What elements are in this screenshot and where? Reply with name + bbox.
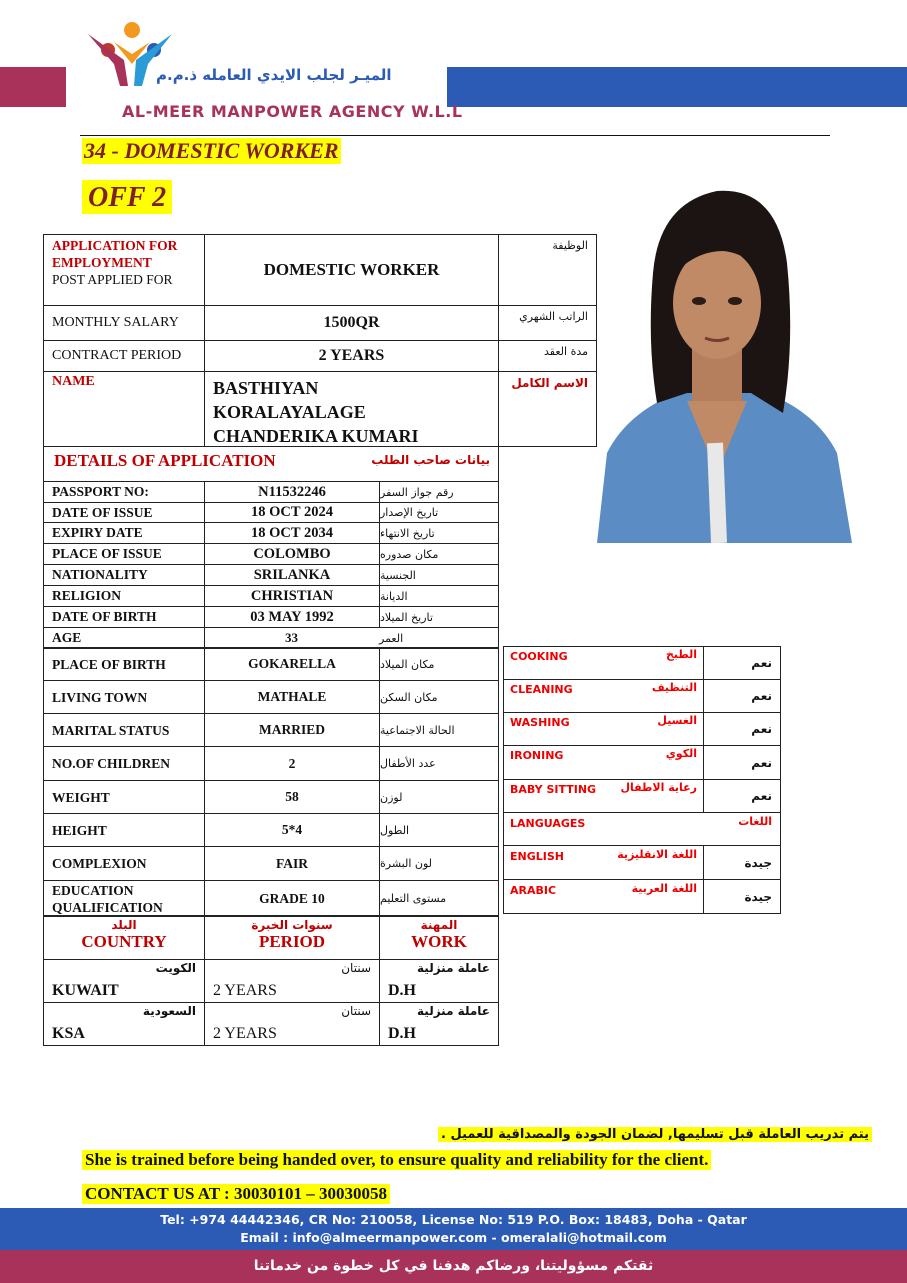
detail-arabic: تاريخ الإصدار — [379, 502, 499, 523]
detail-label: AGE — [43, 627, 205, 649]
detail-value: GRADE 10 — [204, 880, 380, 917]
skill-row — [503, 745, 704, 780]
detail-label: PLACE OF ISSUE — [43, 543, 205, 565]
contract-arabic: مدة العقد — [498, 340, 597, 372]
skill-name-arabic: الطبخ — [665, 648, 697, 661]
skill-name: IRONING — [510, 749, 564, 762]
name-label: NAME — [43, 371, 205, 447]
skill-name: COOKING — [510, 650, 568, 663]
detail-arabic: لوزن — [379, 780, 499, 814]
skill-status: نعم — [703, 712, 781, 746]
name-line-2: KORALAYALAGE — [213, 402, 366, 422]
post-label: POST APPLIED FOR — [52, 272, 173, 287]
training-note: She is trained before being handed over, to ensure quality and reliability for the client. — [82, 1150, 711, 1170]
detail-label: PLACE OF BIRTH — [43, 647, 205, 681]
footer-info — [0, 1208, 907, 1250]
exp-work: D.H — [388, 1025, 416, 1042]
detail-value: 2 — [204, 746, 380, 781]
exp-period-label: PERIOD — [258, 932, 326, 951]
detail-label: PASSPORT NO: — [43, 481, 205, 503]
language-name-arabic: اللغة العربية — [631, 882, 697, 895]
skill-status: نعم — [703, 646, 781, 680]
detail-label: HEIGHT — [43, 813, 205, 847]
detail-value: COLOMBO — [204, 543, 380, 565]
exp-country-arabic: الكويت — [155, 961, 196, 975]
name-line-3: CHANDERIKA KUMARI — [213, 426, 419, 446]
detail-arabic: مستوى التعليم — [379, 880, 499, 917]
detail-label: WEIGHT — [43, 780, 205, 814]
skill-status: نعم — [703, 745, 781, 780]
post-arabic: الوظيفة — [498, 234, 597, 306]
details-title-cell — [43, 446, 499, 481]
detail-label: NATIONALITY — [43, 564, 205, 586]
name-line-1: BASTHIYAN — [213, 378, 319, 398]
detail-value: 18 OCT 2034 — [204, 522, 380, 544]
detail-arabic: تاريخ الميلاد — [379, 606, 499, 628]
exp-work-header — [379, 915, 499, 960]
skill-name: BABY SITTING — [510, 783, 597, 796]
detail-value: N11532246 — [204, 481, 380, 503]
detail-arabic: عدد الأطفال — [379, 746, 499, 781]
application-label-cell — [43, 234, 205, 306]
skill-name: CLEANING — [510, 683, 573, 696]
language-row — [503, 879, 704, 914]
name-arabic: الاسم الكامل — [498, 371, 597, 447]
language-name-arabic: اللغة الانقليزية — [617, 848, 697, 861]
exp-country-arabic: البلد — [111, 918, 137, 932]
detail-label: EDUCATION QUALIFICATION — [43, 880, 205, 917]
language-name: ARABIC — [510, 884, 557, 897]
detail-value: CHRISTIAN — [204, 585, 380, 607]
detail-label: LIVING TOWN — [43, 680, 205, 714]
detail-arabic: الطول — [379, 813, 499, 847]
exp-work-label: WORK — [411, 932, 467, 951]
detail-label: COMPLEXION — [43, 846, 205, 881]
detail-label: DATE OF BIRTH — [43, 606, 205, 628]
detail-value: 5*4 — [204, 813, 380, 847]
application-label: APPLICATION FOR EMPLOYMENT — [52, 238, 178, 270]
detail-label: RELIGION — [43, 585, 205, 607]
skill-name-arabic: رعاية الاطفال — [620, 781, 697, 794]
exp-period-arabic: سنتان — [341, 961, 371, 975]
skill-status: نعم — [703, 679, 781, 713]
detail-arabic: العمر — [379, 631, 404, 645]
post-value: DOMESTIC WORKER — [204, 234, 499, 306]
detail-arabic: الجنسية — [379, 564, 499, 586]
detail-value: GOKARELLA — [204, 647, 380, 681]
detail-value: 58 — [204, 780, 380, 814]
exp-period-cell — [204, 959, 380, 1003]
reference-title: 34 - DOMESTIC WORKER — [84, 138, 339, 163]
detail-arabic: لون البشرة — [379, 846, 499, 881]
details-title: DETAILS OF APPLICATION — [54, 451, 276, 470]
logo-english-name: AL-MEER MANPOWER AGENCY W.L.L — [122, 102, 463, 121]
exp-work-arabic: عاملة منزلية — [417, 961, 490, 975]
detail-label: DATE OF ISSUE — [43, 502, 205, 523]
language-level: جيدة — [703, 879, 781, 914]
skill-name-arabic: الغسيل — [657, 714, 697, 727]
footer-slogan: ثقتكم مسؤوليتنا، ورضاكم هدفنا في كل خطوة من خدماتنا — [0, 1250, 907, 1283]
detail-value: 33 — [204, 627, 499, 649]
detail-label: MARITAL STATUS — [43, 713, 205, 747]
exp-country-label: COUNTRY — [81, 932, 167, 951]
exp-country-cell — [43, 959, 205, 1003]
exp-period: 2 YEARS — [213, 982, 277, 999]
detail-value: 18 OCT 2024 — [204, 502, 380, 523]
exp-work-cell — [379, 959, 499, 1003]
detail-label: NO.OF CHILDREN — [43, 746, 205, 781]
header-bar-left — [0, 67, 66, 107]
skill-row — [503, 679, 704, 713]
skill-row — [503, 712, 704, 746]
exp-period-cell — [204, 1002, 380, 1046]
exp-country: KUWAIT — [52, 982, 119, 999]
skill-status: نعم — [703, 779, 781, 813]
exp-period: 2 YEARS — [213, 1025, 277, 1042]
detail-arabic: مكان السكن — [379, 680, 499, 714]
footer-line-1: Tel: +974 44442346, CR No: 210058, License No: 519 P.O. Box: 18483, Doha - Qatar — [160, 1212, 747, 1227]
skill-row — [503, 779, 704, 813]
detail-arabic: مكان الميلاد — [379, 647, 499, 681]
exp-country-arabic: السعودية — [142, 1004, 196, 1018]
languages-title-arabic: اللغات — [738, 815, 772, 828]
skill-name-arabic: التنظيف — [651, 681, 697, 694]
detail-arabic: تاريخ الانتهاء — [379, 522, 499, 544]
salary-label: MONTHLY SALARY — [43, 305, 205, 341]
detail-value: MARRIED — [204, 713, 380, 747]
exp-work-arabic: المهنة — [420, 918, 458, 932]
logo-arabic-name: الميـر لجلب الايدي العامله ذ.م.م — [156, 66, 392, 84]
exp-country-header — [43, 915, 205, 960]
detail-value: 03 MAY 1992 — [204, 606, 380, 628]
exp-country-cell — [43, 1002, 205, 1046]
exp-country: KSA — [52, 1025, 85, 1042]
header-bar-right — [447, 67, 907, 107]
exp-period-arabic: سنتان — [341, 1004, 371, 1018]
languages-title: LANGUAGES — [510, 817, 586, 830]
language-row — [503, 845, 704, 880]
detail-arabic: رقم جواز السفر — [379, 481, 499, 503]
detail-value: MATHALE — [204, 680, 380, 714]
contract-label: CONTRACT PERIOD — [43, 340, 205, 372]
details-title-arabic: بيانات صاحب الطلب — [371, 453, 490, 467]
name-value — [204, 371, 499, 447]
language-name: ENGLISH — [510, 850, 564, 863]
divider — [80, 135, 830, 136]
languages-title-row — [503, 812, 781, 846]
contract-value: 2 YEARS — [204, 340, 499, 372]
skill-row — [503, 646, 704, 680]
exp-period-arabic: سنوات الخبرة — [251, 918, 333, 932]
salary-value: 1500QR — [204, 305, 499, 341]
exp-work: D.H — [388, 982, 416, 999]
detail-label: EXPIRY DATE — [43, 522, 205, 544]
exp-period-header — [204, 915, 380, 960]
language-level: جيدة — [703, 845, 781, 880]
training-note-arabic: يتم تدريب العاملة قبل تسليمها, لضمان الجودة والمصداقية للعميل . — [438, 1127, 872, 1142]
detail-arabic: مكان صدوره — [379, 543, 499, 565]
salary-arabic: الراتب الشهري — [498, 305, 597, 341]
footer-line-2: Email : info@almeermanpower.com - omeralali@hotmail.com — [240, 1230, 667, 1245]
badge: OFF 2 — [82, 180, 172, 214]
exp-work-cell — [379, 1002, 499, 1046]
detail-arabic: الديانة — [379, 585, 499, 607]
detail-value: SRILANKA — [204, 564, 380, 586]
skill-name-arabic: الكوي — [665, 747, 697, 760]
contact-line: CONTACT US AT : 30030101 – 30030058 — [82, 1184, 390, 1204]
detail-value: FAIR — [204, 846, 380, 881]
detail-arabic: الحالة الاجتماعية — [379, 713, 499, 747]
skill-name: WASHING — [510, 716, 570, 729]
exp-work-arabic: عاملة منزلية — [417, 1004, 490, 1018]
